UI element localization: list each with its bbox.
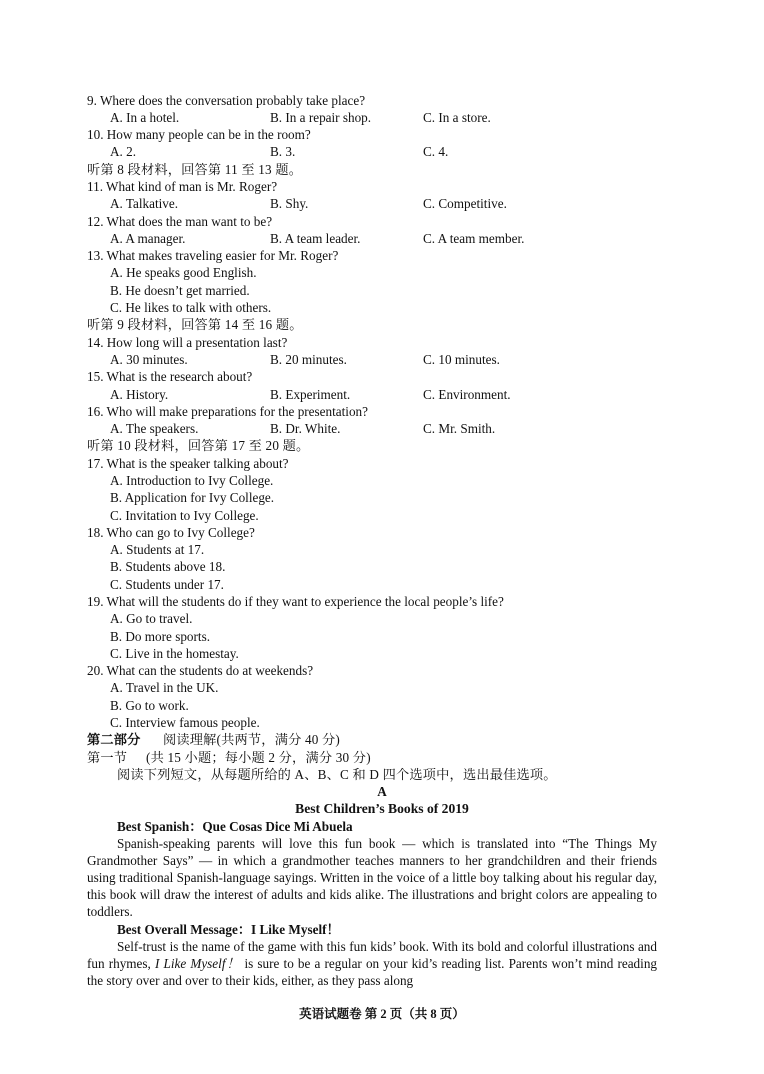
subheading-best-spanish: Best Spanish：Que Cosas Dice Mi Abuela <box>117 819 353 834</box>
q18-option-c: C. Students under 17. <box>110 577 224 592</box>
q12-option-a: A. A manager. <box>110 231 186 246</box>
question-11: 11. What kind of man is Mr. Roger? <box>87 179 278 194</box>
q19-option-b: B. Do more sports. <box>110 629 211 644</box>
q10-option-b: B. 3. <box>270 144 296 159</box>
question-9: 9. Where does the conversation probably take place? <box>87 93 366 108</box>
paragraph-best-spanish <box>87 835 657 920</box>
question-14: 14. How long will a presentation last? <box>87 335 288 350</box>
q13-option-a: A. He speaks good English. <box>110 265 257 280</box>
q15-option-c: C. Environment. <box>423 387 511 402</box>
q11-option-c: C. Competitive. <box>423 196 507 211</box>
page-footer: 英语试题卷 第 2 页（共 8 页） <box>299 1007 465 1021</box>
question-17: 17. What is the speaker talking about? <box>87 456 289 471</box>
q14-option-c: C. 10 minutes. <box>423 352 500 367</box>
q15-option-b: B. Experiment. <box>270 387 351 402</box>
q20-option-c: C. Interview famous people. <box>110 715 260 730</box>
passage-letter: A <box>377 784 387 799</box>
question-19: 19. What will the students do if they want to experience the local people’s life? <box>87 594 504 609</box>
question-16: 16. Who will make preparations for the presentation? <box>87 404 369 419</box>
question-13: 13. What makes traveling easier for Mr. Roger? <box>87 248 339 263</box>
question-10: 10. How many people can be in the room? <box>87 127 311 142</box>
section-one-title: (共 15 小题；每小题 2 分，满分 30 分) <box>146 750 371 765</box>
listening-instruction-10: 听第 10 段材料，回答第 17 至 20 题。 <box>87 438 310 453</box>
q18-option-a: A. Students at 17. <box>110 542 205 557</box>
q13-option-b: B. He doesn’t get married. <box>110 283 250 298</box>
part-two-title: 阅读理解(共两节，满分 40 分) <box>163 732 341 747</box>
q15-option-a: A. History. <box>110 387 169 402</box>
q20-option-a: A. Travel in the UK. <box>110 680 219 695</box>
paragraph-best-overall-message <box>87 938 657 989</box>
reading-instruction: 阅读下列短文，从每题所给的 A、B、C 和 D 四个选项中，选出最佳选项。 <box>117 767 557 782</box>
question-12: 12. What does the man want to be? <box>87 214 273 229</box>
q9-option-b: B. In a repair shop. <box>270 110 372 125</box>
paragraph-2-start: Self-trust is the name of the game with this fun kids’ book. With its bold and colorful illustrations and fun rhymes, <box>87 939 657 972</box>
q16-option-c: C. Mr. Smith. <box>423 421 496 436</box>
q12-option-b: B. A team leader. <box>270 231 361 246</box>
part-two-label: 第二部分 <box>87 732 141 747</box>
q13-option-c: C. He likes to talk with others. <box>110 300 272 315</box>
question-15: 15. What is the research about? <box>87 369 253 384</box>
q19-option-c: C. Live in the homestay. <box>110 646 239 661</box>
q10-option-a: A. 2. <box>110 144 137 159</box>
q20-option-b: B. Go to work. <box>110 698 189 713</box>
listening-instruction-9: 听第 9 段材料，回答第 14 至 16 题。 <box>87 317 303 332</box>
q10-option-c: C. 4. <box>423 144 449 159</box>
q11-option-b: B. Shy. <box>270 196 309 211</box>
q12-option-c: C. A team member. <box>423 231 525 246</box>
q9-option-a: A. In a hotel. <box>110 110 180 125</box>
q16-option-b: B. Dr. White. <box>270 421 341 436</box>
q9-option-c: C. In a store. <box>423 110 491 125</box>
listening-instruction-8: 听第 8 段材料，回答第 11 至 13 题。 <box>87 162 303 177</box>
question-18: 18. Who can go to Ivy College? <box>87 525 255 540</box>
q11-option-a: A. Talkative. <box>110 196 179 211</box>
q16-option-a: A. The speakers. <box>110 421 199 436</box>
q14-option-a: A. 30 minutes. <box>110 352 188 367</box>
question-20: 20. What can the students do at weekends? <box>87 663 314 678</box>
paragraph-best-spanish-text: Spanish-speaking parents will love this fun book — which is translated into “The Things My Grandmother Says” — in which a grandmother teaches manners to her grandchildren and their friends using traditional Spanish-language sayings. Written in the voice of a little boy talking about his regular day, this book will draw the interest of adults and kids alike. The illustrations and bright colors are appealing to toddlers. <box>87 836 657 920</box>
subheading-best-overall-message: Best Overall Message：I Like Myself！ <box>117 922 340 937</box>
q18-option-b: B. Students above 18. <box>110 559 226 574</box>
q17-option-a: A. Introduction to Ivy College. <box>110 473 274 488</box>
section-one-label: 第一节 <box>87 750 128 765</box>
book-title-italic: I Like Myself！ <box>154 956 241 972</box>
q17-option-c: C. Invitation to Ivy College. <box>110 508 259 523</box>
paragraph-2-end: is sure to be a regular on your kid’s reading list. Parents won’t mind reading the story over and over to their kids, either, as they pass along <box>87 956 658 989</box>
q17-option-b: B. Application for Ivy College. <box>110 490 275 505</box>
q14-option-b: B. 20 minutes. <box>270 352 347 367</box>
q19-option-a: A. Go to travel. <box>110 611 193 626</box>
passage-title: Best Children’s Books of 2019 <box>295 801 469 816</box>
